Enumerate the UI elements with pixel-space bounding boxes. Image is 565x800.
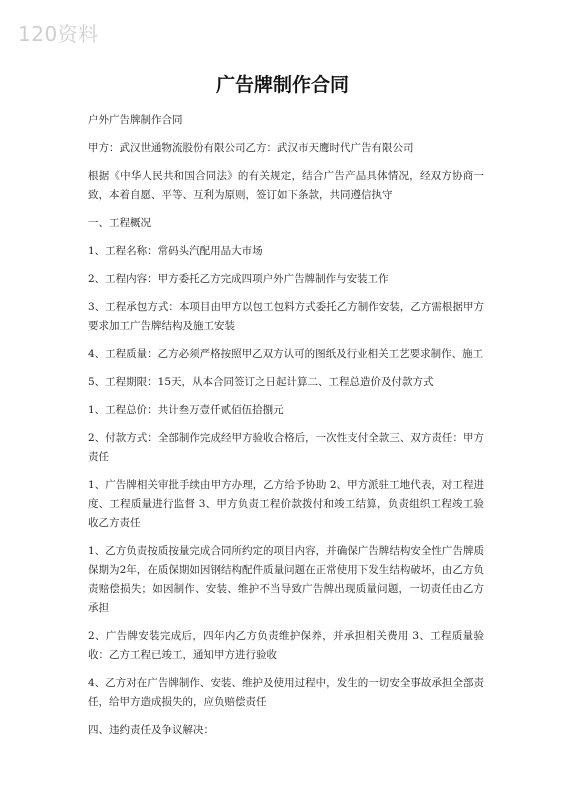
paragraph-duration: 5、工程期限：15天，从本合同签订之日起计算二、工程总造价及付款方式: [88, 376, 434, 388]
paragraph-party-a-duties: 1、广告牌相关审批手续由甲方办理，乙方给予协助 2、甲方派驻工地代表，对工程进度、工程质量进行监督 3、甲方负责工程价款拨付和竣工结算，负责组织工程竣工验收乙方责任: [88, 479, 484, 529]
paragraph-party-b-duty-1: 1、乙方负责按质按量完成合同所约定的项目内容，并确保广告牌结构安全性广告牌质保期为2年，在质保期如因钢结构配件质量问题在正常使用下发生结构破坏，由乙方负责赔偿损失；如因制作、安装、维护不当导致广告牌出现质量问题，一切责任由乙方承担: [88, 545, 484, 614]
paragraph-quality: 4、工程质量：乙方必须严格按照甲乙双方认可的图纸及行业相关工艺要求制作、施工: [88, 348, 484, 360]
paragraph-subtitle: 户外广告牌制作合同: [88, 114, 183, 126]
section-heading-overview: 一、工程概况: [88, 217, 151, 229]
paragraph-parties: 甲方：武汉世通物流股份有限公司乙方：武汉市天鹰时代广告有限公司: [88, 142, 414, 154]
section-heading-liability: 四、违约责任及争议解决：: [88, 724, 214, 736]
document-title: 广告牌制作合同: [215, 74, 349, 96]
paragraph-party-b-duty-4: 4、乙方对在广告牌制作、安装、维护及使用过程中，发生的一切安全事故承担全部责任，给甲方造成损失的，应负赔偿责任: [88, 677, 484, 708]
paragraph-project-name: 1、工程名称：常码头汽配用品大市场: [88, 245, 263, 257]
paragraph-payment: 2、付款方式：全部制作完成经甲方验收合格后，一次性支付全款三、双方责任：甲方责任: [88, 432, 484, 463]
paragraph-preamble: 根据《中华人民共和国合同法》的有关规定，结合广告产品具体情况，经双方协商一致，本着自愿、平等、互利为原则，签订如下条款，共同遵信执守: [88, 170, 484, 201]
paragraph-contract-mode: 3、工程承包方式：本项目由甲方以包工包料方式委托乙方制作安装，乙方需根据甲方要求加工广告牌结构及施工安装: [88, 301, 484, 332]
paragraph-total-price: 1、工程总价：共计叁万壹仟贰佰伍拾捌元: [88, 404, 284, 416]
watermark-logo: 120资料: [18, 22, 99, 46]
paragraph-project-content: 2、工程内容：甲方委托乙方完成四项户外广告牌制作与安装工作: [88, 273, 389, 285]
document-body: [88, 111, 484, 749]
paragraph-party-b-duty-2: 2、广告牌安装完成后，四年内乙方负责维护保养，并承担相关费用 3、工程质量验收：乙方工程已竣工，通知甲方进行验收: [88, 630, 484, 661]
